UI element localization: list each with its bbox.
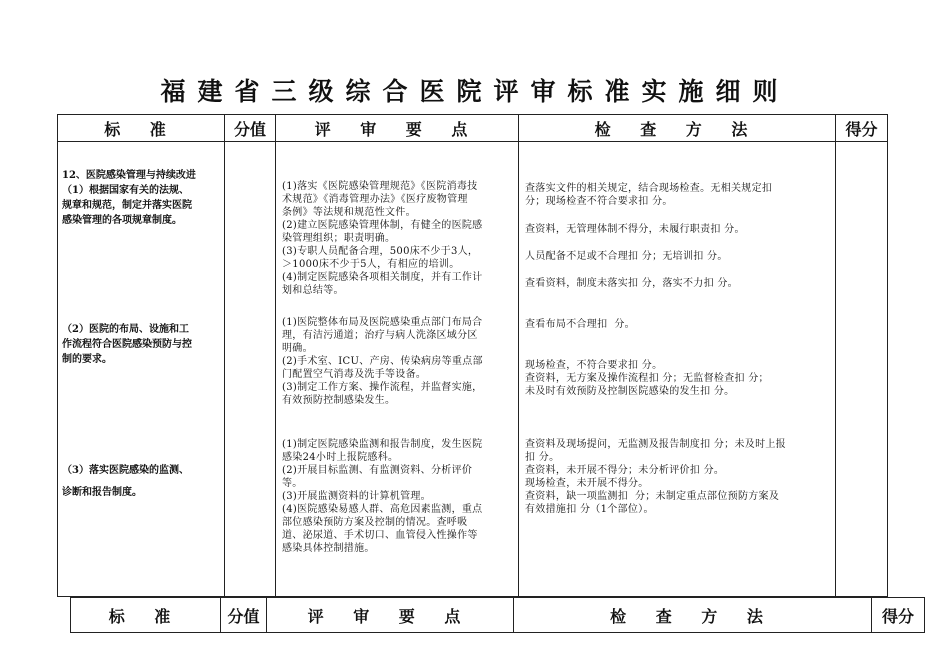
text-line: 明确。 [282, 343, 313, 354]
header-row [58, 115, 888, 142]
text-line: 诊断和报告制度。 [62, 487, 142, 498]
header-score: 分值 [221, 598, 267, 633]
points-block-3 [282, 438, 518, 555]
text-line: （2）医院的布局、设施和工 [62, 324, 189, 335]
text-line: 12、医院感染管理与持续改进 [62, 170, 196, 181]
text-line: 染管理组织；职责明确。 [282, 233, 396, 244]
text-line: 感染具体控制措施。 [282, 543, 375, 554]
points-block-1 [282, 180, 518, 297]
header-row [71, 598, 925, 633]
standards-table [57, 114, 888, 597]
text-line: 查资料，未开展不得分；未分析评价扣 分。 [525, 465, 725, 476]
text-line: 术规范》《消毒管理办法》《医疗废物管理 [282, 194, 468, 205]
text-line: 查看布局不合理扣 分。 [525, 319, 635, 330]
header-method: 检 查 方 法 [514, 598, 872, 633]
text-line: 感染管理的各项规章制度。 [62, 215, 182, 226]
text-line: (3)专职人员配备合理，500床不少于3人， [282, 246, 479, 257]
text-line: 查资料，无方案及操作流程扣 分；无监督检查扣 分； [525, 373, 769, 384]
result-cell [836, 142, 888, 597]
standard-block-1 [62, 168, 227, 228]
text-line: （3）落实医院感染的监测、 [62, 465, 189, 476]
text-line: (2)开展目标监测、有监测资料、分析评价 [282, 465, 473, 476]
text-line: 作流程符合医院感染预防与控 [62, 339, 192, 350]
standard-block-3 [62, 460, 227, 504]
header-points: 评 审 要 点 [276, 115, 519, 142]
text-line: (2)手术室、ICU、产房、传染病房等重点部 [282, 356, 483, 367]
header-method: 检 查 方 法 [519, 115, 836, 142]
text-line: (1)落实《医院感染管理规范》《医院消毒技 [282, 181, 478, 192]
text-line: 查资料，无管理体制不得分，未履行职责扣 分。 [525, 224, 745, 235]
text-line: 有效措施扣 分（1个部位）。 [525, 504, 654, 515]
header-standard: 标 准 [58, 115, 225, 142]
text-line: 制的要求。 [62, 354, 112, 365]
text-line: 有效预防控制感染发生。 [282, 395, 396, 406]
text-line: 现场检查，不符合要求扣 分。 [525, 360, 663, 371]
header-points: 评 审 要 点 [267, 598, 514, 633]
text-line: 规章和规范，制定并落实医院 [62, 200, 192, 211]
points-cell [276, 142, 519, 597]
method-block-1 [525, 182, 831, 208]
header-score: 分值 [225, 115, 276, 142]
text-line: (2)建立医院感染管理体制，有健全的医院感 [282, 220, 483, 231]
score-cell [225, 142, 276, 597]
text-line: 感染24小时上报院感科。 [282, 452, 399, 463]
text-line: 人员配备不足或不合理扣 分；无培训扣 分。 [525, 251, 728, 262]
page-title: 福建省三级综合医院评审标准实施细则 [160, 77, 790, 106]
method-block-4 [525, 277, 831, 290]
next-page-header-table [70, 597, 925, 633]
text-line: 部位感染预防方案及控制的情况。查呼吸 [282, 517, 468, 528]
points-block-2 [282, 316, 518, 407]
text-line: 查资料，缺一项监测扣 分；未制定重点部位预防方案及 [525, 491, 780, 502]
text-line: 等。 [282, 478, 303, 489]
text-line: 查资料及现场提问，无监测及报告制度扣 分；未及时上报 [525, 439, 786, 450]
text-line: 现场检查，未开展不得分。 [525, 478, 649, 489]
text-line: 道、泌尿道、手术切口、血管侵入性操作等 [282, 530, 478, 541]
text-line: 门配置空气消毒及洗手等设备。 [282, 369, 427, 380]
method-block-3 [525, 250, 831, 263]
text-line: 划和总结等。 [282, 285, 344, 296]
standard-cell [58, 142, 225, 597]
text-line: 扣 分。 [525, 452, 560, 463]
text-line: 查落实文件的相关规定，结合现场检查。无相关规定扣 [525, 183, 773, 194]
standard-block-2 [62, 322, 227, 367]
text-line: 分；现场检查不符合要求扣 分。 [525, 196, 673, 207]
text-line: (4)制定医院感染各项相关制度，并有工作计 [282, 272, 483, 283]
text-line: (3)开展监测资料的计算机管理。 [282, 491, 431, 502]
text-line: 查看资料，制度未落实扣 分，落实不力扣 分。 [525, 278, 738, 289]
method-block-6 [525, 359, 831, 398]
text-line: 条例》等法规和规范性文件。 [282, 207, 416, 218]
header-standard: 标 准 [71, 598, 221, 633]
text-line: 未及时有效预防及控制医院感染的发生扣 分。 [525, 386, 735, 397]
text-line: ＞1000床不少于5人，有相应的培训。 [282, 259, 460, 270]
text-line: (1)医院整体布局及医院感染重点部门布局合 [282, 317, 483, 328]
text-line: (3)制定工作方案、操作流程，并监督实施， [282, 382, 483, 393]
text-line: 理，有洁污通道；治疗与病人洗涤区域分区 [282, 330, 478, 341]
header-result: 得分 [872, 598, 925, 633]
method-block-7 [525, 438, 831, 516]
content-row [58, 142, 888, 597]
text-line: （1）根据国家有关的法规、 [62, 185, 189, 196]
text-line: (4)医院感染易感人群、高危因素监测，重点 [282, 504, 483, 515]
method-block-5 [525, 318, 831, 331]
text-line: (1)制定医院感染监测和报告制度，发生医院 [282, 439, 483, 450]
method-cell [519, 142, 836, 597]
method-block-2 [525, 223, 831, 236]
header-result: 得分 [836, 115, 888, 142]
